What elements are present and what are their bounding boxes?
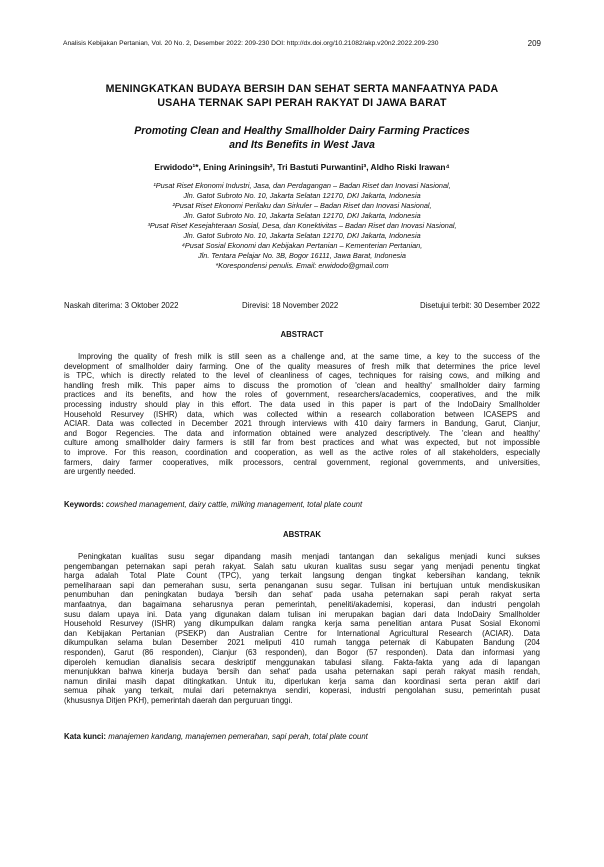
page-number: 209 [527, 39, 541, 48]
journal-citation: Analisis Kebijakan Pertanian, Vol. 20 No. 2, Desember 2022: 209-230 DOI: http://dx.doi.org/10.21082/akp.v20n2.2022.209-230 [63, 40, 439, 47]
abstrak-line: menunjukkan bahwa kinerja budaya 'bersih dan sehat' pada usaha peternakan sapi perah rakyat masih rendah, [64, 667, 540, 677]
abstrak-heading: ABSTRAK [282, 530, 322, 539]
abstrak-line: responden), Garut (86 responden), Cianjur (63 responden), dan Bogor (57 responden). Data dan informasi yang [64, 647, 540, 657]
correspondence-email: *Korespondensi penulis. Email: erwidodo@gmail.com [215, 261, 389, 270]
abstract-line: is TPC, which is directly related to the level of cleanliness of cages, techniques for raising cows, and milking and [64, 371, 540, 381]
keywords-value: cowshed management, dairy cattle, milking management, total plate count [106, 500, 363, 509]
abstract-line: practices and its benefits, and how the roles of government, researchers/academics, cooperatives, and the milk [64, 390, 540, 400]
abstrak-line: Household Resurvey (ISHR) yang dikumpulkan dalam rangka kerja sama penelitian antara Pusat Sosial Ekonomi [64, 619, 540, 629]
abstrak-line: pemeliharaan sapi dan pemerahan susu, serta penanganan susu segar. Tulisan ini bertujuan untuk mendiskusikan [64, 580, 540, 590]
abstract-line: development of smallholder dairy farming. One of the quality measures of fresh milk that determines the price level [64, 361, 540, 371]
abstrak-body [64, 552, 540, 706]
abstrak-line: semua pihak yang terkait, mulai dari peternaknya sendiri, koperasi, industri pengolahan susu, pemerintah pusat [64, 686, 540, 696]
title-english-line-1: Promoting Clean and Healthy Smallholder Dairy Farming Practices [134, 125, 470, 137]
kata-kunci-value: manajemen kandang, manajemen pemerahan, sapi perah, total plate count [108, 732, 368, 741]
affiliation-line: ¹Pusat Riset Ekonomi Industri, Jasa, dan Perdagangan – Badan Riset dan Inovasi Nasional, [153, 181, 451, 190]
author-list: Erwidodo¹*, Ening Ariningsih², Tri Bastuti Purwantini³, Aldho Riski Irawan⁴ [154, 162, 450, 172]
affiliation-line: ⁴Pusat Sosial Ekonomi dan Kebijakan Pertanian – Kementerian Pertanian, [181, 241, 423, 250]
title-indonesian-line-1: MENINGKATKAN BUDAYA BERSIH DAN SEHAT SERTA MANFAATNYA PADA [105, 83, 499, 95]
affiliation-line: Jln. Tentara Pelajar No. 3B, Bogor 16111, Jawa Barat, Indonesia [198, 251, 406, 260]
abstract-line: ACIAR. Data was collected in December 2021 through interviews with 410 dairy farmers in Bandung, Garut, Cianjur, [64, 419, 540, 429]
kata-kunci-label: Kata kunci: [64, 732, 107, 741]
affiliation-line: ²Pusat Riset Ekonomi Perilaku dan Sirkuler – Badan Riset dan Inovasi Nasional, [172, 201, 432, 210]
abstract-line: to improve. For this reason, coordination and cooperation, as well as the active roles of all stakeholders, especially [64, 447, 540, 457]
keywords-line [64, 500, 540, 509]
title-english-line-2: and Its Benefits in West Java [229, 139, 375, 151]
abstract-line: farmers, dairy farmer cooperatives, milk processors, central government, regional governments, and universities, [64, 457, 540, 467]
date-received: Naskah diterima: 3 Oktober 2022 [64, 301, 179, 310]
abstrak-line: namun dinilai masih dapat ditingkatkan. Untuk itu, diperlukan kerja sama dan koordinasi serta peran aktif dari [64, 676, 540, 686]
abstract-body [64, 352, 540, 477]
abstract-line: and Bogor Regencies. The data and information obtained were analyzed descriptively. The 'clean and healthy' [64, 428, 540, 438]
abstrak-line: pengembangan peternakan sapi perah rakyat. Salah satu ukuran kualitas susu segar yang menjadi penentu tingkat [64, 561, 540, 571]
abstract-line: Improving the quality of fresh milk is still seen as a challenge and, at the same time, a key to the success of the [78, 352, 540, 361]
abstrak-line: Peningkatan kualitas susu segar dipandang masih menjadi tantangan dan sekaligus menjadi kunci sukses [78, 552, 540, 561]
abstract-line: culture among smallholder dairy farmers is still far from best practices and what was expected, but not impossible [64, 438, 540, 448]
affiliation-line: ³Pusat Riset Kesejahteraan Sosial, Desa, dan Konektivitas – Badan Riset dan Inovasi Nasional, [147, 221, 457, 230]
abstrak-line: susu dalam upaya ini. Data yang digunakan dalam tulisan ini merupakan bagian dari data IndoDairy Smallholder [64, 609, 540, 619]
date-revised: Direvisi: 18 November 2022 [242, 301, 339, 310]
abstract-line: handling fresh milk. This paper aims to discuss the promotion of 'clean and healthy' smallholder dairy farming [64, 380, 540, 390]
abstrak-line: diperoleh kemudian dianalisis secara deskriptif menggunakan tabulasi silang. Fakta-fakta yang ada di lapangan [64, 657, 540, 667]
abstract-heading: ABSTRACT [280, 330, 324, 339]
abstrak-line: (khususnya Ditjen PKH), pemerintah daerah dan perguruan tinggi. [64, 695, 293, 705]
abstrak-line: dikumpulkan selama bulan Desember 2021 meliputi 410 rumah tangga peternak di Kabupaten Bandung (204 [64, 638, 540, 648]
abstrak-line: dan Kebijakan Pertanian (PSEKP) dan Australian Centre for International Agricultural Research (ACIAR). Data [64, 628, 540, 638]
abstract-line: are urgently needed. [64, 467, 136, 477]
date-accepted: Disetujui terbit: 30 Desember 2022 [419, 301, 540, 310]
keywords-label: Keywords: [64, 500, 104, 509]
abstrak-line: harga adalah Total Plate Count (TPC), yang terkait langsung dengan tingkat kebersihan kandang, teknik [64, 571, 540, 581]
title-indonesian-line-2: USAHA TERNAK SAPI PERAH RAKYAT DI JAWA BARAT [157, 97, 447, 109]
abstrak-line: penumbuhan dan peningkatan budaya 'bersih dan sehat' pada usaha peternakan sapi perah rakyat serta [64, 590, 540, 600]
abstract-line: Household Resurvey (ISHR) data, which was collected within a research collaboration between ICASEPS and [64, 409, 540, 419]
affiliation-line: Jln. Gatot Subroto No. 10, Jakarta Selatan 12170, DKI Jakarta, Indonesia [183, 211, 421, 220]
abstract-line: processing industry should play in this effort. The data used in this paper is part of the IndoDairy Smallholder [64, 399, 540, 409]
running-header [63, 40, 541, 50]
affiliation-line: Jln. Gatot Subroto No. 10, Jakarta Selatan 12170, DKI Jakarta, Indonesia [183, 231, 421, 240]
affiliation-line: Jln. Gatot Subroto No. 10, Jakarta Selatan 12170, DKI Jakarta, Indonesia [183, 191, 421, 200]
abstrak-line: manfaatnya, dan bagaimana seharusnya peran pemerintah, peneliti/akademisi, koperasi, dan industri pengolah [64, 599, 540, 609]
kata-kunci-line [64, 732, 540, 741]
